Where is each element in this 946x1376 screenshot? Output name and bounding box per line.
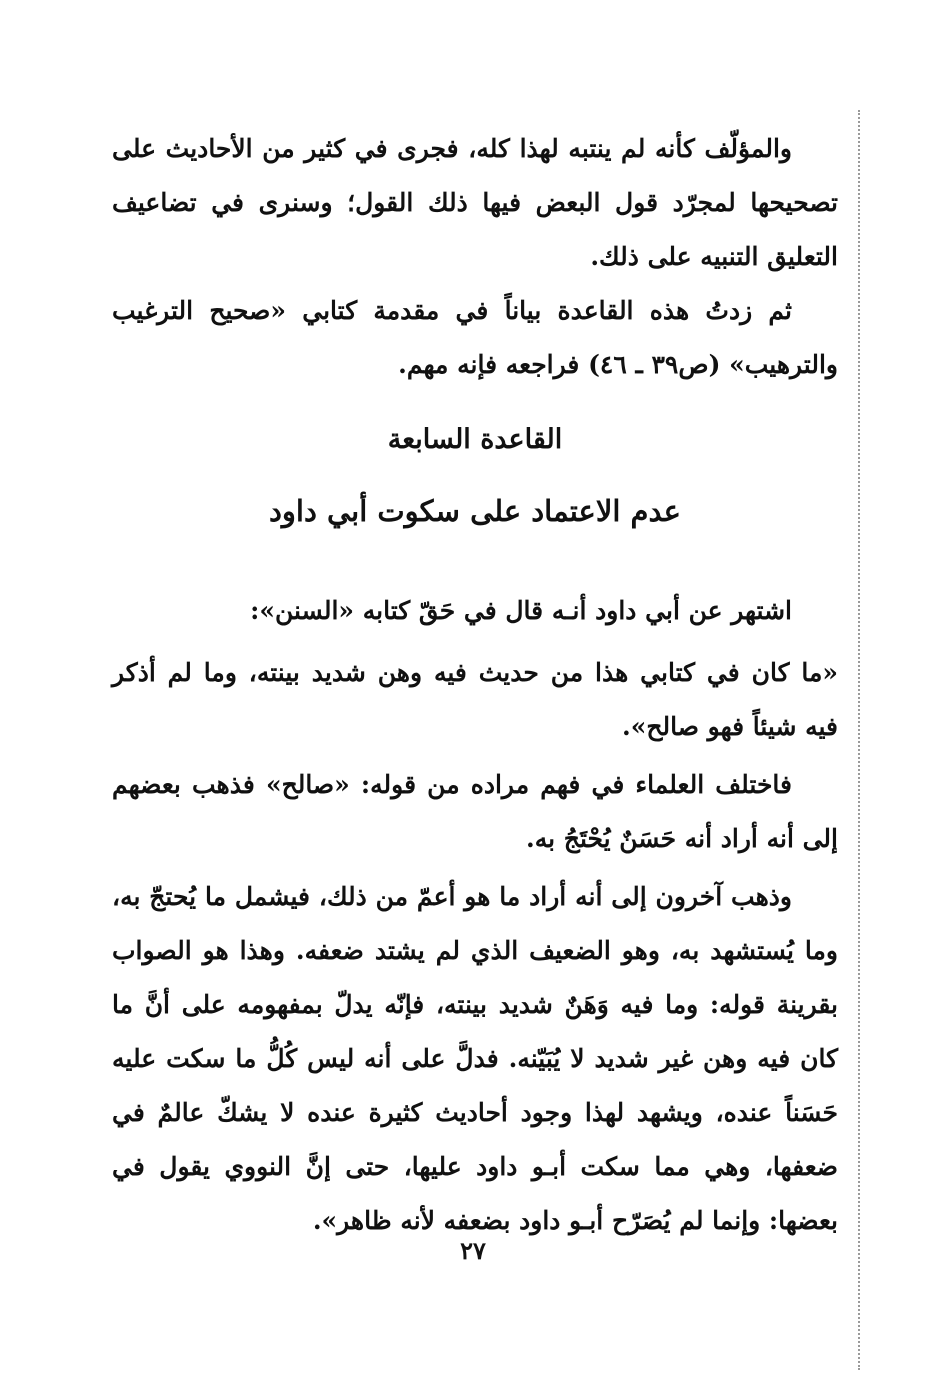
paragraph-correct-view: وذهب آخرون إلى أنه أراد ما هو أعمّ من ذلك، فيشمل ما يُحتجّ به، وما يُستشهد به، وهو الضعيف الذي لم يشتد ضعفه. وهذا هو الصواب بقرينة قوله: وما فيه وَهَنٌ شديد بينته، فإنّه يدلّ بمفهومه على أنَّ ما كان فيه وهن غير شديد لا يُبَيّنه. فدلَّ على أنه ليس كُلُّ ما سكت عليه حَسَناً عنده، ويشهد لهذا وجود أحاديث كثيرة عنده لا يشكّ عالمٌ في ضعفها، وهي مما سكت أبـو داود عليها، حتى إنَّ النووي يقول في بعضها: وإنما لم يُصَرّح أبـو داود بضعفه لأنه ظاهر».: [112, 882, 838, 1235]
paragraph-author-note: والمؤلّف كأنه لم ينتبه لهذا كله، فجرى في كثير من الأحاديث على تصحيحها لمجرّد قول البعض فيها ذلك القول؛ وسنرى في تضاعيف التعليق التنبيه على ذلك.: [112, 134, 838, 271]
section-title: القاعدة السابعة: [387, 424, 563, 455]
paragraph-added-explanation: ثم زدتُ هذه القاعدة بياناً في مقدمة كتابي «صحيح الترغيب والترهيب» (ص٣٩ ـ ٤٦) فراجعه فإنه مهم.: [112, 296, 838, 379]
section-subtitle: عدم الاعتماد على سكوت أبي داود: [269, 494, 681, 528]
page-number: ٢٧: [460, 1236, 486, 1265]
paragraph-scholars-differ: فاختلف العلماء في فهم مراده من قوله: «صالح» فذهب بعضهم إلى أنه أراد أنه حَسَنٌ يُحْتَجُ به.: [112, 770, 838, 853]
scan-edge-line: [858, 110, 860, 1370]
paragraph-quote: «ما كان في كتابي هذا من حديث فيه وهن شديد بينته، وما لم أذكر فيه شيئاً فهو صالح».: [112, 658, 838, 741]
paragraph-abu-dawud-statement: اشتهر عن أبي داود أنـه قال في حَقّ كتابه «السنن»:: [250, 596, 792, 625]
